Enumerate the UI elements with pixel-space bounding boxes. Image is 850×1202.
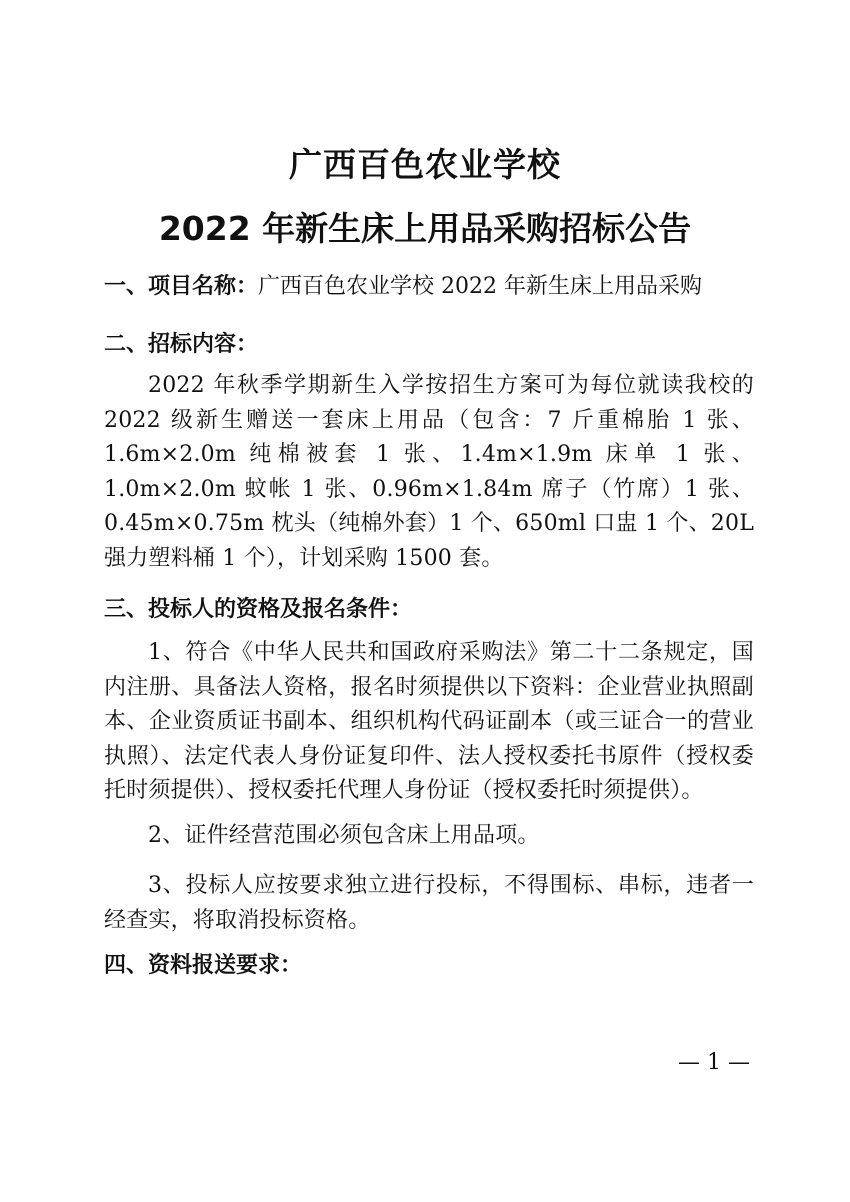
section4-heading: 四、资料报送要求： [104,953,303,978]
section3-item-3: 3、投标人应按要求独立进行投标，不得围标、串标，违者一经查实，将取消投标资格。 [104,873,754,933]
section3-heading: 三、投标人的资格及报名条件： [104,597,413,622]
document-title-line1: 广西百色农业学校 [289,145,561,184]
section1-value: 广西百色农业学校 2022 年新生床上用品采购 [258,274,702,299]
page-number: — 1 — [678,1050,750,1075]
section3-item-1: 1、符合《中华人民共和国政府采购法》第二十二条规定，国内注册、具备法人资格，报名时须提供以下资料：企业营业执照副本、企业资质证书副本、组织机构代码证副本（或三证合一的营业执照）、法定代表人身份证复印件、法人授权委托书原件（授权委托时须提供）、授权委托代理人身份证（授权委托时须提供）。 [104,640,754,804]
section2-paragraph: 2022 年秋季学期新生入学按招生方案可为每位就读我校的 2022 级新生赠送一套床上用品（包含：7 斤重棉胎 1 张、1.6m×2.0m 纯棉被套 1 张、1.4m×1.9m 床单 1 张、1.0m×2.0m 蚊帐 1 张、0.96m×1.84m 席子（竹席）1 张、0.45m×0.75m 枕头（纯棉外套）1 个、650ml 口盅 1 个、20L 强力塑料桶 1 个），计划采购 1500 套。 [104,373,755,571]
section1-project-name [104,270,702,304]
section3-item-2: 2、证件经营范围必须包含床上用品项。 [148,823,540,848]
section1-heading: 一、项目名称： [104,274,259,299]
document-title-line2: 2022 年新生床上用品采购招标公告 [158,209,692,248]
section2-heading: 二、招标内容： [104,332,259,357]
